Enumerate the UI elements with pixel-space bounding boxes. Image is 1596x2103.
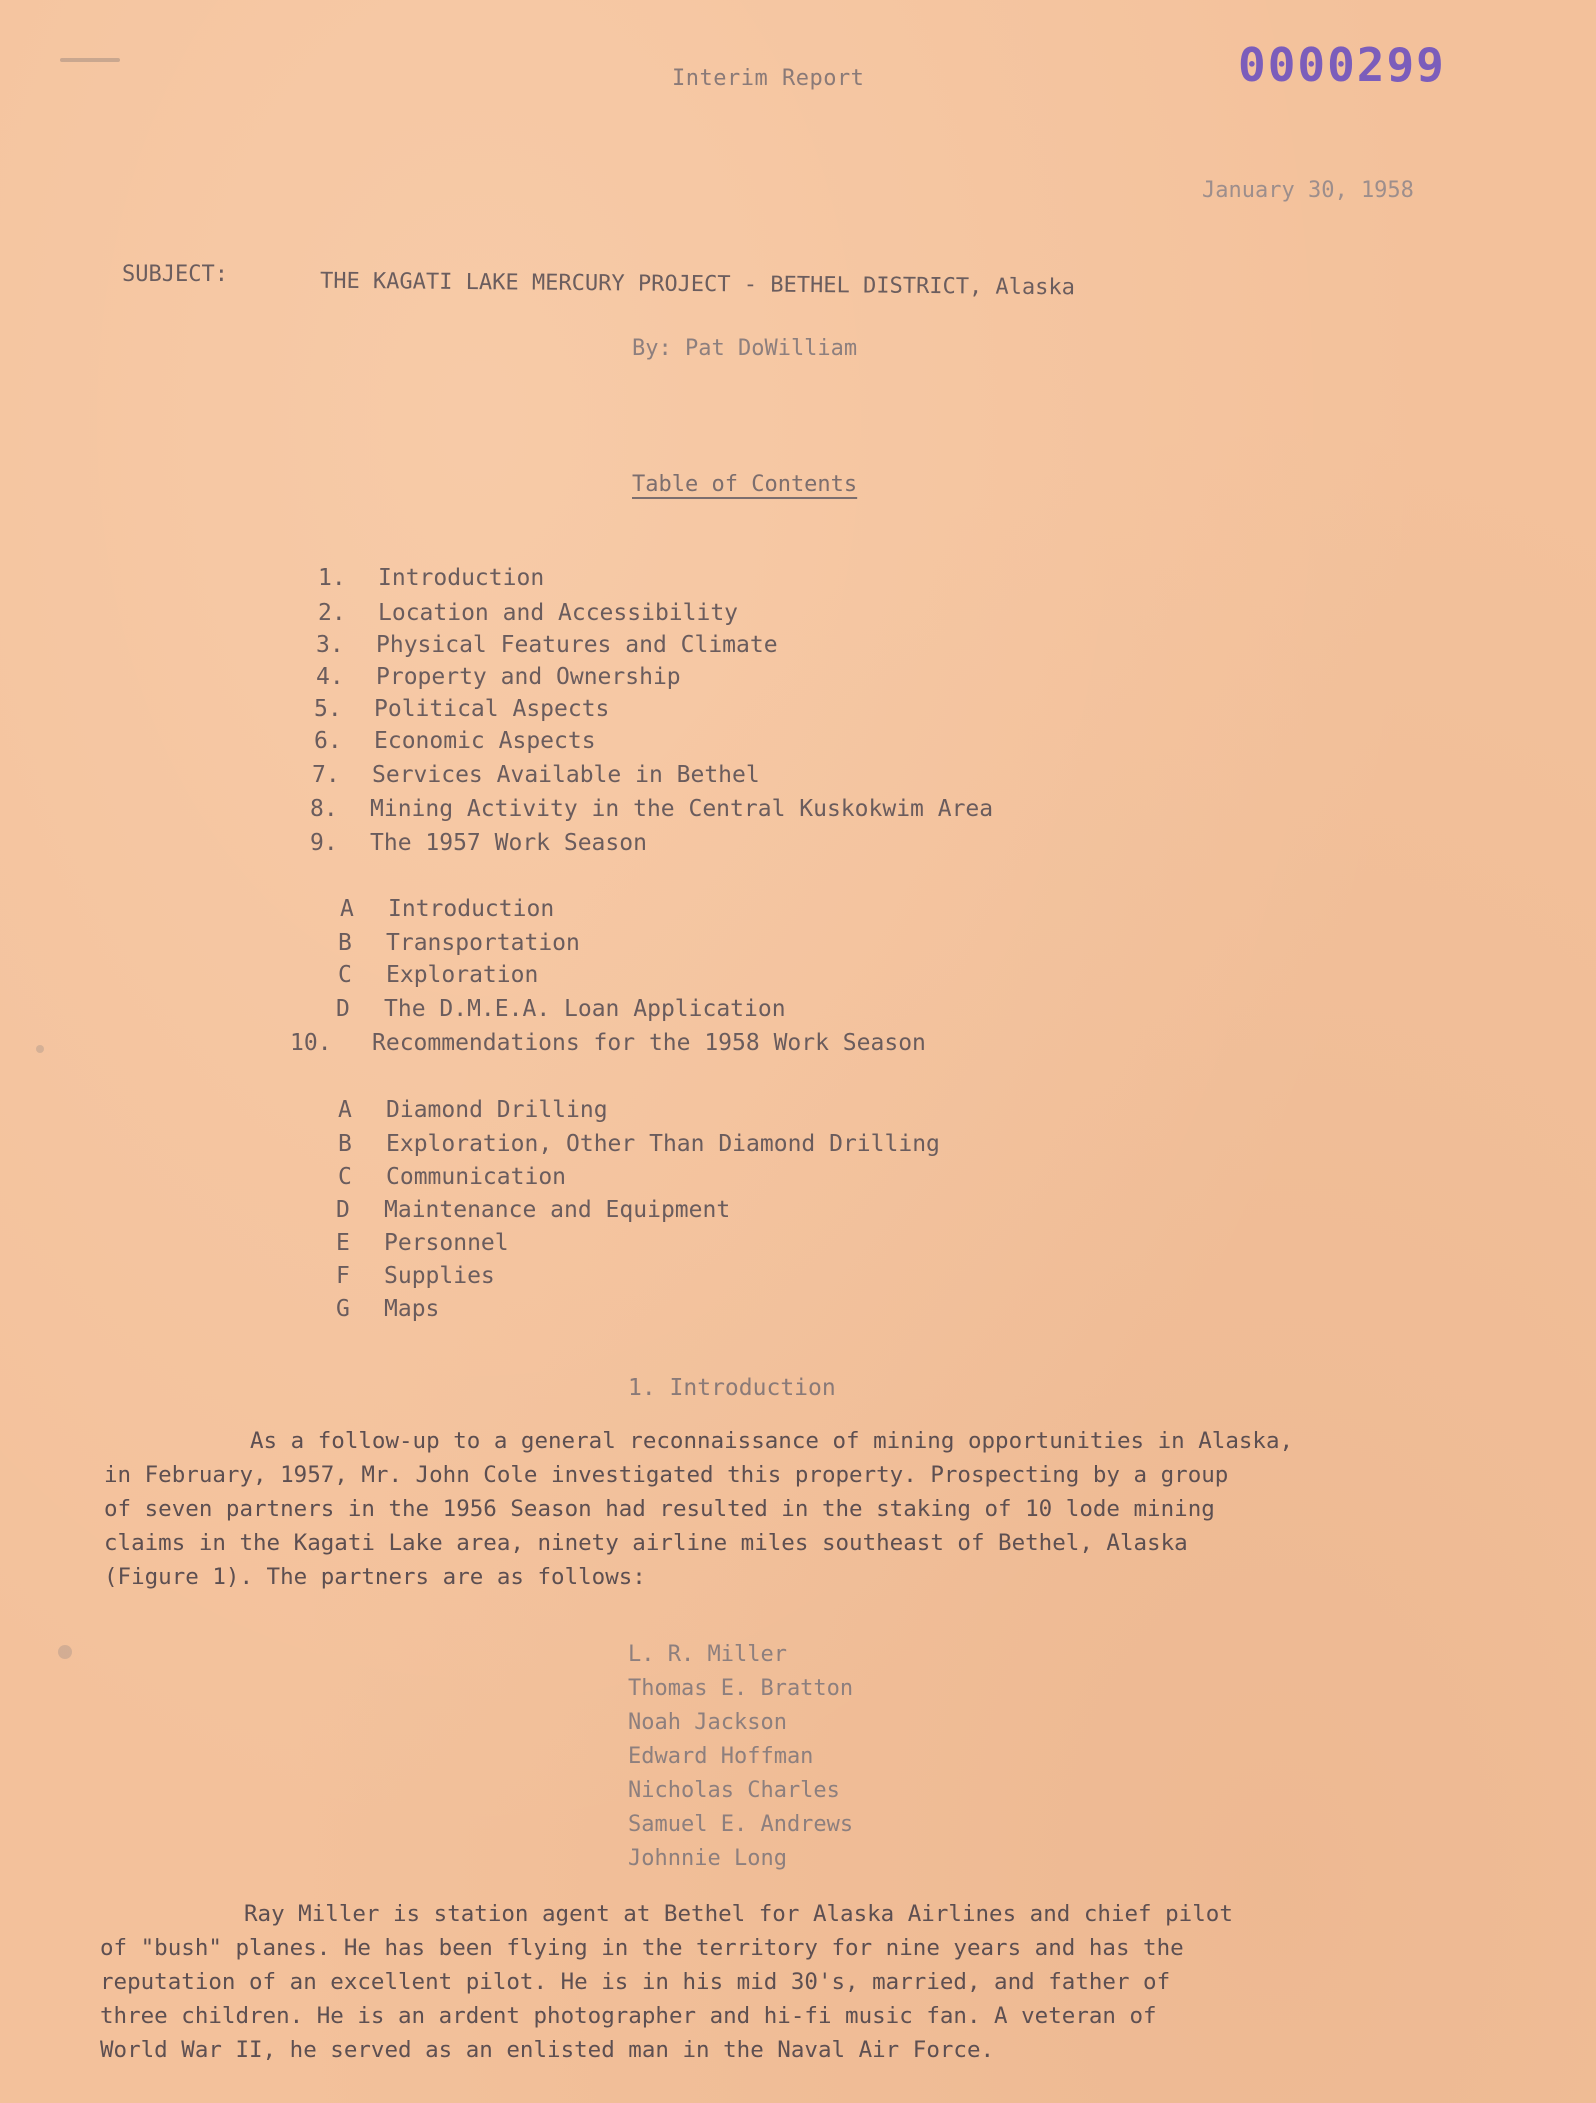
toc-item [290,1030,926,1056]
toc-item [312,762,760,788]
toc-subitem [340,896,554,922]
toc-item [318,565,544,591]
paragraph-line: (Figure 1). The partners are as follows: [104,1564,646,1590]
toc-heading: Table of Contents [632,472,858,497]
toc-item-number: 4. [316,664,344,690]
toc-item-label: Introduction [378,565,545,591]
paragraph-line: claims in the Kagati Lake area, ninety airline miles southeast of Bethel, Alaska [104,1530,1188,1556]
toc-subitem-label: Maps [384,1296,440,1322]
toc-subitem-letter: D [336,996,350,1022]
paragraph-line: three children. He is an ardent photographer and hi-fi music fan. A veteran of [100,2003,1157,2029]
toc-subitem-letter: B [338,930,352,956]
partner-name: L. R. Miller [628,1642,787,1667]
toc-subitem [338,1164,566,1190]
partners-list [628,1638,853,1876]
paragraph-line: Ray Miller is station agent at Bethel for Alaska Airlines and chief pilot [244,1901,1233,1927]
section-heading-introduction: 1. Introduction [628,1375,836,1401]
toc-item [314,696,609,722]
toc-item-label: Services Available in Bethel [372,762,760,788]
toc-item-label: Location and Accessibility [378,600,739,626]
toc-subitem-label: Personnel [384,1230,509,1256]
partner-name: Nicholas Charles [628,1778,840,1803]
toc-subitem [336,1296,439,1322]
scan-smudge-margin-2 [36,1045,44,1053]
toc-item [316,632,778,658]
toc-item-number: 1. [318,565,346,591]
toc-item [316,664,681,690]
partner-name: Johnnie Long [628,1846,787,1871]
toc-item-label: Property and Ownership [376,664,681,690]
partner-name: Thomas E. Bratton [628,1676,854,1701]
toc-item-number: 8. [310,796,338,822]
partner-name: Edward Hoffman [628,1744,814,1769]
partner-name: Samuel E. Andrews [628,1812,854,1837]
toc-item-label: The 1957 Work Season [370,830,647,856]
author-byline: By: Pat DoWilliam [632,336,858,361]
toc-item-label: Recommendations for the 1958 Work Season [372,1030,926,1056]
toc-subitem [338,930,580,956]
paragraph-line: in February, 1957, Mr. John Cole investigated this property. Prospecting by a group [104,1462,1229,1488]
toc-subitem [336,996,786,1022]
toc-item-number: 2. [318,600,346,626]
toc-subitem-letter: A [338,1097,352,1123]
paragraph-line: of "bush" planes. He has been flying in the territory for nine years and has the [100,1935,1184,1961]
toc-item-number: 9. [310,830,338,856]
toc-subitem-letter: E [336,1230,350,1256]
toc-subitem-label: Introduction [388,896,555,922]
toc-subitem-letter: F [336,1263,350,1289]
toc-subitem-label: The D.M.E.A. Loan Application [384,996,786,1022]
toc-subitem-label: Supplies [384,1263,495,1289]
subject-label: SUBJECT: [122,262,228,287]
toc-subitem-label: Transportation [386,930,580,956]
toc-item [318,600,738,626]
toc-subitem-letter: C [338,962,352,988]
toc-subitem-label: Communication [386,1164,567,1190]
toc-item-label: Mining Activity in the Central Kuskokwim Area [370,796,994,822]
toc-subitem-label: Maintenance and Equipment [384,1197,731,1223]
toc-subitem [336,1230,509,1256]
toc-item-number: 5. [314,696,342,722]
paragraph-line: As a follow-up to a general reconnaissance of mining opportunities in Alaska, [250,1428,1294,1454]
toc-subitem-label: Exploration, Other Than Diamond Drilling [386,1131,940,1157]
toc-subitem [338,962,538,988]
paragraph-line: of seven partners in the 1956 Season had resulted in the staking of 10 lode mining [104,1496,1215,1522]
toc-subitem-letter: A [340,896,354,922]
toc-item [314,728,596,754]
toc-item [310,830,647,856]
toc-subitem [336,1197,730,1223]
toc-subitem-label: Diamond Drilling [386,1097,608,1123]
report-date: January 30, 1958 [1202,178,1414,203]
toc-subitem-letter: B [338,1131,352,1157]
paragraph-line: World War II, he served as an enlisted man in the Naval Air Force. [100,2037,995,2063]
toc-item-number: 3. [316,632,344,658]
toc-item-label: Physical Features and Climate [376,632,778,658]
document-number-stamp: 0000299 [1238,38,1446,92]
introduction-paragraph-1 [104,1424,1293,1594]
subject-text: THE KAGATI LAKE MERCURY PROJECT - BETHEL DISTRICT, Alaska [319,268,1076,301]
scan-smudge-top-left [60,58,120,62]
introduction-paragraph-2 [100,1897,1233,2067]
toc-item-label: Economic Aspects [374,728,596,754]
toc-item-number: 10. [290,1030,332,1056]
toc-subitem-letter: D [336,1197,350,1223]
toc-item-number: 6. [314,728,342,754]
toc-subitem-letter: G [336,1296,350,1322]
scan-smudge-margin [58,1645,72,1659]
toc-subitem [336,1263,495,1289]
toc-item-number: 7. [312,762,340,788]
partner-name: Noah Jackson [628,1710,787,1735]
toc-subitem [338,1097,608,1123]
toc-subitem [338,1131,940,1157]
toc-subitem-label: Exploration [386,962,539,988]
toc-item [310,796,993,822]
paragraph-line: reputation of an excellent pilot. He is in his mid 30's, married, and father of [100,1969,1171,1995]
toc-subitem-letter: C [338,1164,352,1190]
toc-item-label: Political Aspects [374,696,610,722]
report-type-title: Interim Report [672,66,865,91]
